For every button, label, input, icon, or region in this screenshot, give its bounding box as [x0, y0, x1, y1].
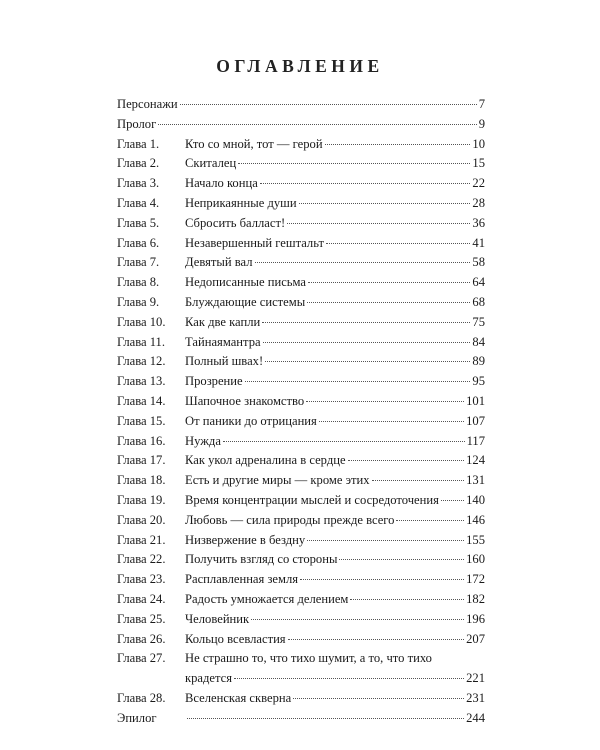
toc-entry-title: Низвержение в бездну: [185, 532, 306, 547]
toc-entry[interactable]: [117, 709, 485, 729]
toc-entry-title-cell: [185, 709, 485, 729]
toc-entry-title: Блуждающие системы: [185, 294, 306, 309]
toc-entry-page: 140: [466, 492, 485, 507]
toc-entry-title: Как две капли: [185, 314, 261, 329]
toc-entry-title-cell: [185, 253, 485, 273]
toc-entry-title-cell: [185, 451, 485, 471]
toc-entry-title-cell: [185, 432, 485, 452]
toc-entry-title-block: [185, 649, 485, 689]
dot-leader: [299, 203, 471, 204]
toc-entry-page: 75: [472, 314, 485, 329]
toc-entry-title: От паники до отрицания: [185, 413, 317, 428]
toc-entry-title-cell: [185, 313, 485, 333]
toc-entry-title-cell: [185, 531, 485, 551]
toc-entry-page: 89: [472, 354, 485, 369]
toc-entry-label: Пролог: [117, 116, 157, 131]
toc-entry[interactable]: [117, 135, 485, 155]
toc-entry-title-cell: [185, 610, 485, 630]
toc-entry-label: Глава 8.: [117, 275, 160, 290]
toc-entry-label: Глава 13.: [117, 374, 166, 389]
dot-leader: [251, 619, 464, 620]
dot-leader: [187, 718, 464, 719]
toc-entry-title: Радость умножается делением: [185, 591, 349, 606]
toc-entry-page: 146: [466, 512, 485, 527]
toc-entry-page: 36: [472, 215, 485, 230]
toc-entry-page: 95: [472, 374, 485, 389]
toc-entry[interactable]: [117, 451, 485, 471]
dot-leader: [307, 540, 464, 541]
toc-entry-title: Кто со мной, тот — герой: [185, 136, 323, 151]
toc-entry-title-cell: [185, 214, 485, 234]
toc-entry-title-cell: [185, 234, 485, 254]
dot-leader: [287, 223, 470, 224]
toc-entry-label: Глава 15.: [117, 413, 166, 428]
dot-leader: [238, 163, 470, 164]
toc-entry-label: Эпилог: [117, 710, 157, 725]
toc-entry[interactable]: [117, 491, 485, 511]
dot-leader: [223, 441, 465, 442]
dot-leader: [255, 262, 471, 263]
toc-entry-page: 22: [472, 176, 485, 191]
toc-entry-label: Глава 19.: [117, 492, 166, 507]
toc-entry[interactable]: [117, 550, 485, 570]
toc-entry-title: Скиталец: [185, 156, 237, 171]
toc-entry[interactable]: [117, 392, 485, 412]
toc-entry[interactable]: [117, 154, 485, 174]
toc-entry-title: Расплавленная земля: [185, 572, 299, 587]
toc-entry-title-cell: [185, 570, 485, 590]
toc-entry-page: 196: [466, 611, 485, 626]
toc-entry-label: Глава 9.: [117, 294, 160, 309]
toc-entry[interactable]: [117, 511, 485, 531]
toc-entry[interactable]: [117, 214, 485, 234]
toc-entry-title-cell: [185, 372, 485, 392]
toc-entry-title-cell: [185, 630, 485, 650]
toc-entry-title: Полный швах!: [185, 354, 264, 369]
toc-entry-label: Глава 17.: [117, 453, 166, 468]
toc-entry-title-cell: [185, 293, 485, 313]
toc-entry-label: Глава 26.: [117, 631, 166, 646]
dot-leader: [307, 302, 470, 303]
dot-leader: [265, 361, 470, 362]
toc-entry-title-cell: [185, 471, 485, 491]
toc-entry[interactable]: [117, 610, 485, 630]
toc-entry-title: Получить взгляд со стороны: [185, 552, 338, 567]
toc-entry-label: Глава 6.: [117, 235, 160, 250]
toc-entry-page: 160: [466, 552, 485, 567]
toc-entry-page: 182: [466, 591, 485, 606]
toc-entry-title-cell: [185, 550, 485, 570]
toc-entry-title: Человейник: [185, 611, 250, 626]
toc-entry[interactable]: [117, 293, 485, 313]
toc-entry-title-cell: [185, 352, 485, 372]
toc-entry[interactable]: [117, 174, 485, 194]
dot-leader: [372, 480, 465, 481]
toc-entry-page: 10: [472, 136, 485, 151]
toc-heading: ОГЛАВЛЕНИЕ: [216, 56, 384, 76]
toc-entry[interactable]: [117, 95, 485, 115]
toc-entry-page: 207: [466, 631, 485, 646]
toc-entry-page: 28: [472, 195, 485, 210]
dot-leader: [245, 381, 471, 382]
dot-leader: [326, 243, 470, 244]
toc-entry-title-cell: [185, 412, 485, 432]
toc-entry-title-cell: [185, 174, 485, 194]
toc-entry-title: Вселенская скверна: [185, 690, 292, 705]
toc-entry-page: 117: [466, 433, 485, 448]
dot-leader: [348, 460, 465, 461]
toc-entry-title-cell: [185, 392, 485, 412]
dot-leader: [293, 698, 464, 699]
dot-leader: [300, 579, 464, 580]
toc-entry-title: Девятый вал: [185, 255, 253, 270]
toc-entry-title: Любовь — сила природы прежде всего: [185, 512, 395, 527]
toc-entry[interactable]: [117, 432, 485, 452]
dot-leader: [339, 559, 464, 560]
toc-entry-label: Персонажи: [117, 97, 178, 111]
dot-leader: [308, 282, 470, 283]
toc-entry[interactable]: [117, 234, 485, 254]
dot-leader: [180, 104, 477, 105]
toc-entry[interactable]: [117, 689, 485, 709]
toc-entry-page: 244: [466, 710, 485, 725]
toc-entry-label: Глава 10.: [117, 314, 166, 329]
toc-entry-page: 172: [466, 572, 485, 587]
toc-entry-page: 84: [472, 334, 485, 349]
toc-entry-label: Глава 3.: [117, 176, 160, 191]
toc-entry-page: 41: [472, 235, 485, 250]
toc-entry[interactable]: [117, 273, 485, 293]
toc-entry[interactable]: [117, 194, 485, 214]
toc-entry-title-continuation: [185, 669, 485, 689]
toc-entry-label: Глава 16.: [117, 433, 166, 448]
dot-leader: [234, 678, 464, 679]
toc-entry[interactable]: [117, 372, 485, 392]
toc-entry-page: 64: [472, 275, 485, 290]
dot-leader: [306, 401, 464, 402]
toc-entry-title-cell: [185, 273, 485, 293]
toc-entry[interactable]: [117, 352, 485, 372]
toc-entry-title: Сбросить балласт!: [185, 215, 286, 230]
toc-entry-title: Не страшно то, что тихо шумит, а то, что тихо: [185, 651, 432, 666]
toc-list: [117, 95, 485, 729]
toc-entry-label: Глава 1.: [117, 136, 160, 151]
toc-entry-title: Неприкаянные души: [185, 195, 297, 210]
dot-leader: [350, 599, 464, 600]
toc-entry-title: Прозрение: [185, 374, 243, 389]
dot-leader: [319, 421, 464, 422]
toc-entry-title-cell: [185, 154, 485, 174]
toc-entry-title-cell: [185, 135, 485, 155]
toc-entry-page: 155: [466, 532, 485, 547]
toc-entry-label: Глава 21.: [117, 532, 166, 547]
toc-entry[interactable]: [117, 333, 485, 353]
toc-entry-label: Глава 27.: [117, 651, 166, 666]
toc-entry-title: Время концентрации мыслей и сосредоточения: [185, 492, 439, 507]
toc-entry-label: Глава 14.: [117, 393, 166, 408]
toc-entry-label: Глава 18.: [117, 473, 166, 488]
toc-entry[interactable]: [117, 471, 485, 491]
toc-entry-title-cell: [185, 511, 485, 531]
toc-entry-title-cell: [185, 590, 485, 610]
toc-entry[interactable]: [117, 531, 485, 551]
toc-entry-title: Недописанные письма: [185, 275, 306, 290]
toc-entry-title: Нужда: [185, 433, 221, 448]
toc-entry-page: 221: [466, 671, 485, 686]
toc-entry-label: Глава 2.: [117, 156, 160, 171]
toc-entry-label: Глава 25.: [117, 611, 166, 626]
toc-entry-page: 124: [466, 453, 485, 468]
toc-entry-label: Глава 7.: [117, 255, 160, 270]
toc-entry-page: 231: [466, 690, 485, 705]
dot-leader: [288, 639, 465, 640]
toc-entry-label: Глава 4.: [117, 195, 160, 210]
dot-leader: [396, 520, 464, 521]
toc-entry[interactable]: [117, 313, 485, 333]
toc-entry-title-cell: [185, 491, 485, 511]
toc-entry-page: 9: [478, 116, 485, 131]
toc-entry-page: 107: [466, 413, 485, 428]
toc-entry-label: Глава 28.: [117, 690, 166, 705]
toc-entry[interactable]: [117, 115, 485, 135]
toc-entry-label: Глава 20.: [117, 512, 166, 527]
toc-entry-label: Глава 5.: [117, 215, 160, 230]
toc-entry-label: Глава 22.: [117, 552, 166, 567]
toc-entry[interactable]: [117, 570, 485, 590]
toc-entry-title: Есть и другие миры — кроме этих: [185, 473, 370, 488]
dot-leader: [441, 500, 464, 501]
dot-leader: [158, 124, 476, 125]
dot-leader: [260, 183, 471, 184]
toc-entry-label: Глава 24.: [117, 591, 166, 606]
toc-entry-title: Тайнаямантра: [185, 334, 261, 349]
toc-entry[interactable]: [117, 412, 485, 432]
dot-leader: [262, 322, 470, 323]
toc-entry-page: 131: [466, 473, 485, 488]
toc-entry[interactable]: [117, 649, 485, 689]
toc-entry-label: Глава 12.: [117, 354, 166, 369]
toc-entry-title-cell: [185, 689, 485, 709]
toc-entry-title: Незавершенный гештальт: [185, 235, 324, 250]
toc-entry-title: Как укол адреналина в сердце: [185, 453, 346, 468]
toc-entry-page: 101: [466, 393, 485, 408]
toc-entry-page: 7: [478, 97, 485, 111]
toc-entry-title: Кольцо всевластия: [185, 631, 286, 646]
toc-entry-page: 15: [472, 156, 485, 171]
toc-entry-page: 58: [472, 255, 485, 270]
toc-entry-title: Шапочное знакомство: [185, 393, 305, 408]
dot-leader: [325, 144, 471, 145]
toc-entry-label: Глава 11.: [117, 334, 166, 349]
toc-entry[interactable]: [117, 590, 485, 610]
toc-entry-label: Глава 23.: [117, 572, 166, 587]
toc-entry-page: 68: [472, 294, 485, 309]
toc-entry-title-cell: [185, 194, 485, 214]
toc-entry-title: Начало конца: [185, 176, 258, 191]
toc-entry-title-cell: [185, 333, 485, 353]
toc-entry[interactable]: [117, 630, 485, 650]
toc-entry[interactable]: [117, 253, 485, 273]
toc-entry-title-line2: крадется: [185, 671, 233, 686]
dot-leader: [263, 342, 471, 343]
